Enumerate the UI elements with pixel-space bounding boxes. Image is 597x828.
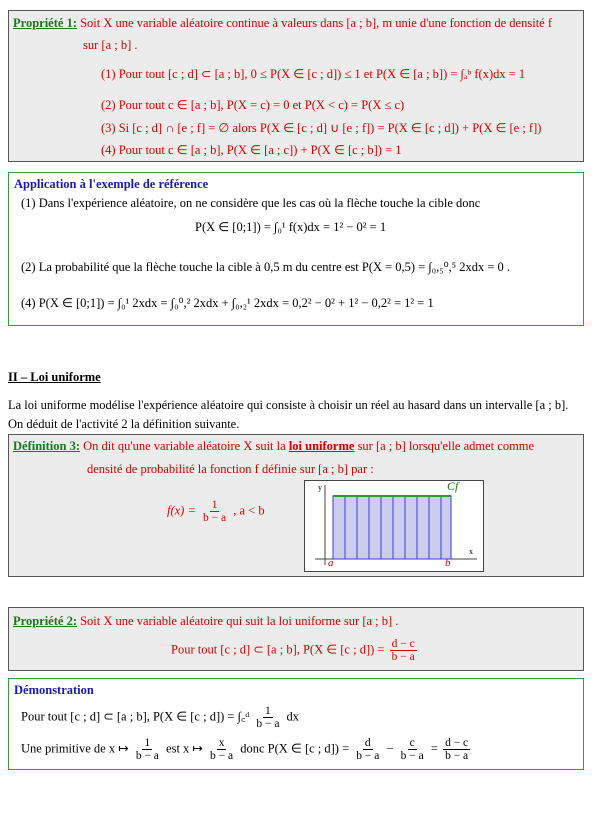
definition-3-heading: Définition 3: [13, 439, 81, 453]
a-label: a [328, 557, 334, 569]
section-title: II – Loi uniforme [8, 370, 101, 384]
property-2-box [8, 607, 584, 671]
application-line-4: (4) P(X ∈ [0;1]) = ∫₀¹ 2xdx = ∫₀⁰,² 2xdx + ∫₀,₂¹ 2xdx = 0,2² − 0² + 1² − 0,2² = 1² = 1 [21, 296, 434, 310]
property-1-box [8, 10, 584, 162]
property-1-item-3: (3) Si [c ; d] ∩ [e ; f] = ∅ alors P(X ∈ [c ; d] ∪ [e ; f]) = P(X ∈ [c ; d]) + P(X ∈ [e ; f]) [101, 121, 542, 135]
definition-3-box [8, 434, 584, 577]
application-heading: Application à l'exemple de référence [14, 177, 209, 191]
application-box [8, 172, 584, 326]
loi-uniforme-term: loi uniforme [288, 439, 355, 453]
y-axis-label: y [318, 483, 322, 492]
property-2-line-1: Propriété 2: Soit X une variable aléatoire qui suit la loi uniforme sur [a ; b] . [13, 614, 399, 628]
x-axis-label: x [469, 547, 473, 556]
demonstration-heading: Démonstration [14, 683, 94, 697]
curve-label: Cf [447, 479, 459, 493]
uniform-density-graph [304, 480, 484, 572]
property-1-item-1: (1) Pour tout [c ; d] ⊂ [a ; b], 0 ≤ P(X ∈ [c ; d]) ≤ 1 et P(X ∈ [a ; b]) = ∫ₐᵇ f(x)dx = 1 [101, 67, 526, 81]
property-1-item-2: (2) Pour tout c ∈ [a ; b], P(X = c) = 0 et P(X < c) = P(X ≤ c) [101, 98, 405, 112]
section-paragraph-1: La loi uniforme modélise l'expérience aléatoire qui consiste à choisir un réel au hasard dans un intervalle [a ; b]. [8, 398, 569, 412]
demonstration-box [8, 678, 584, 770]
definition-3-line-1: Définition 3: On dit qu'une variable aléatoire X suit la loi uniforme sur [a ; b] lorsqu'elle admet comme [13, 439, 535, 453]
definition-3-line-2: densité de probabilité la fonction f définie sur [a ; b] par : [87, 462, 374, 476]
definition-3-formula: f(x) = $\frac{1}{b - a}$ , a < b [167, 499, 265, 524]
b-label: b [445, 557, 451, 569]
property-1-intro-cont: sur [a ; b] . [83, 38, 138, 52]
property-2-formula: Pour tout [c ; d] ⊂ [a ; b], P(X ∈ [c ; d]) = $\frac{d - c}{b - a}$ [171, 638, 415, 663]
property-2-heading: Propriété 2: [13, 614, 77, 628]
demonstration-line-2: Une primitive de x ↦ $\frac{1}{b - a}$ est x ↦ $\frac{x}{b - a}$ donc P(X ∈ [c ; d]) = $\frac{d}{b - a}$ − $\frac{c}{b - a}$ = $\frac{d - c}{b - a}$ [21, 737, 469, 762]
section-paragraph-2: On déduit de l'activité 2 la définition suivante. [8, 417, 240, 431]
property-1-heading: Propriété 1: [13, 16, 77, 30]
density-bars [333, 496, 451, 559]
demonstration-line-1: Pour tout [c ; d] ⊂ [a ; b], P(X ∈ [c ; d]) = ∫꜀ᵈ $\frac{1}{b - a}$ dx [21, 705, 300, 730]
property-1-intro: Propriété 1: Soit X une variable aléatoire continue à valeurs dans [a ; b], m unie d'une fonction de densité f [13, 16, 552, 30]
application-line-1: (1) Dans l'expérience aléatoire, on ne considère que les cas où la flèche touche la cible donc [21, 196, 481, 210]
property-1-item-4: (4) Pour tout c ∈ [a ; b], P(X ∈ [a ; c]) + P(X ∈ [c ; b]) = 1 [101, 143, 402, 157]
application-line-2: (2) La probabilité que la flèche touche la cible à 0,5 m du centre est P(X = 0,5) = ∫₀,₅⁰,⁵ 2xdx = 0 . [21, 260, 511, 274]
application-equation-1: P(X ∈ [0;1]) = ∫₀¹ f(x)dx = 1² − 0² = 1 [195, 220, 387, 234]
